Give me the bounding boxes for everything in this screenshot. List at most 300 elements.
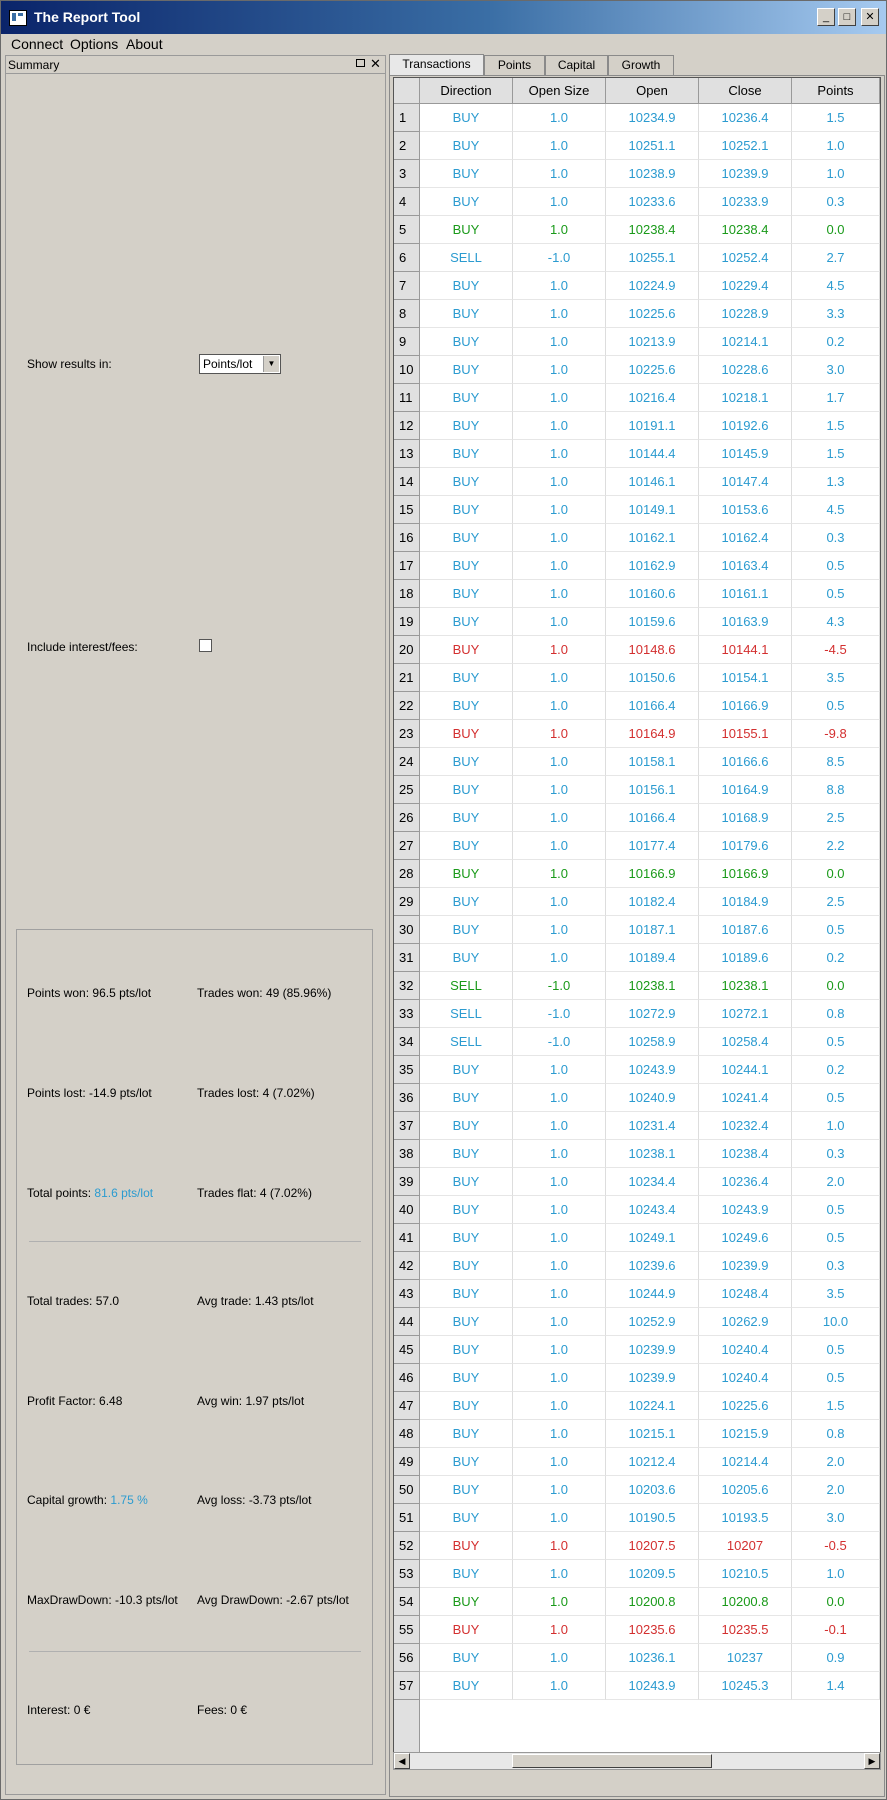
table-cell[interactable]: 0.0: [792, 1588, 880, 1616]
horizontal-scrollbar[interactable]: [393, 1752, 881, 1770]
table-cell[interactable]: 10239.9: [699, 1252, 792, 1280]
table-cell[interactable]: BUY: [420, 692, 513, 720]
table-cell[interactable]: 10158.1: [606, 748, 699, 776]
table-cell[interactable]: 2.5: [792, 804, 880, 832]
table-cell[interactable]: BUY: [420, 1476, 513, 1504]
table-row[interactable]: [394, 944, 880, 972]
table-cell[interactable]: 1.0: [513, 552, 606, 580]
row-number[interactable]: 42: [394, 1252, 420, 1280]
table-cell[interactable]: 1.0: [513, 748, 606, 776]
row-number[interactable]: 36: [394, 1084, 420, 1112]
row-number[interactable]: 17: [394, 552, 420, 580]
row-number[interactable]: 19: [394, 608, 420, 636]
table-cell[interactable]: BUY: [420, 1672, 513, 1700]
table-cell[interactable]: 10235.5: [699, 1616, 792, 1644]
table-cell[interactable]: 10233.6: [606, 188, 699, 216]
table-cell[interactable]: 10154.1: [699, 664, 792, 692]
table-row[interactable]: [394, 1280, 880, 1308]
table-cell[interactable]: 1.5: [792, 1392, 880, 1420]
table-cell[interactable]: BUY: [420, 776, 513, 804]
table-cell[interactable]: 1.0: [513, 888, 606, 916]
table-cell[interactable]: 10231.4: [606, 1112, 699, 1140]
table-row[interactable]: [394, 692, 880, 720]
table-cell[interactable]: 10272.9: [606, 1000, 699, 1028]
table-row[interactable]: [394, 1056, 880, 1084]
table-cell[interactable]: BUY: [420, 272, 513, 300]
table-cell[interactable]: 10262.9: [699, 1308, 792, 1336]
table-cell[interactable]: BUY: [420, 860, 513, 888]
table-cell[interactable]: 10236.4: [699, 1168, 792, 1196]
table-cell[interactable]: 1.0: [513, 1672, 606, 1700]
table-cell[interactable]: BUY: [420, 412, 513, 440]
row-number[interactable]: 54: [394, 1588, 420, 1616]
table-row[interactable]: [394, 1420, 880, 1448]
table-cell[interactable]: 1.0: [513, 132, 606, 160]
table-cell[interactable]: BUY: [420, 328, 513, 356]
table-cell[interactable]: -1.0: [513, 1028, 606, 1056]
table-cell[interactable]: 1.0: [513, 328, 606, 356]
table-cell[interactable]: 10214.4: [699, 1448, 792, 1476]
table-cell[interactable]: 1.3: [792, 468, 880, 496]
row-number[interactable]: 6: [394, 244, 420, 272]
table-cell[interactable]: 10243.9: [606, 1672, 699, 1700]
table-row[interactable]: [394, 1672, 880, 1700]
row-number[interactable]: 55: [394, 1616, 420, 1644]
table-cell[interactable]: 10160.6: [606, 580, 699, 608]
table-cell[interactable]: 1.0: [513, 1224, 606, 1252]
table-row[interactable]: [394, 104, 880, 132]
table-row[interactable]: [394, 888, 880, 916]
float-dock-icon[interactable]: [356, 59, 365, 67]
table-cell[interactable]: 10192.6: [699, 412, 792, 440]
table-cell[interactable]: BUY: [420, 552, 513, 580]
table-cell[interactable]: 4.5: [792, 496, 880, 524]
table-cell[interactable]: 1.0: [513, 1644, 606, 1672]
tab-growth[interactable]: Growth: [608, 55, 674, 75]
table-row[interactable]: [394, 440, 880, 468]
table-cell[interactable]: 10193.5: [699, 1504, 792, 1532]
row-number[interactable]: 20: [394, 636, 420, 664]
include-fees-checkbox[interactable]: [199, 639, 212, 652]
table-row[interactable]: [394, 132, 880, 160]
table-cell[interactable]: 10239.9: [606, 1364, 699, 1392]
table-cell[interactable]: 1.0: [513, 496, 606, 524]
table-cell[interactable]: BUY: [420, 1308, 513, 1336]
table-row[interactable]: [394, 244, 880, 272]
row-number[interactable]: 51: [394, 1504, 420, 1532]
table-row[interactable]: [394, 1616, 880, 1644]
table-cell[interactable]: 10200.8: [699, 1588, 792, 1616]
table-cell[interactable]: 10240.9: [606, 1084, 699, 1112]
table-cell[interactable]: 2.0: [792, 1476, 880, 1504]
table-cell[interactable]: 1.0: [792, 1112, 880, 1140]
table-cell[interactable]: -4.5: [792, 636, 880, 664]
table-row[interactable]: [394, 1588, 880, 1616]
table-cell[interactable]: 10225.6: [606, 300, 699, 328]
row-number[interactable]: 29: [394, 888, 420, 916]
column-header-direction[interactable]: Direction: [420, 78, 513, 104]
table-row[interactable]: [394, 1532, 880, 1560]
table-cell[interactable]: 10224.1: [606, 1392, 699, 1420]
row-number[interactable]: 40: [394, 1196, 420, 1224]
table-cell[interactable]: 10144.1: [699, 636, 792, 664]
table-cell[interactable]: 10252.1: [699, 132, 792, 160]
table-cell[interactable]: 10163.9: [699, 608, 792, 636]
table-cell[interactable]: 10243.9: [606, 1056, 699, 1084]
close-dock-icon[interactable]: ✕: [370, 56, 381, 71]
table-cell[interactable]: 1.0: [513, 384, 606, 412]
table-cell[interactable]: 0.0: [792, 972, 880, 1000]
table-row[interactable]: [394, 1084, 880, 1112]
row-number[interactable]: 5: [394, 216, 420, 244]
row-number[interactable]: 46: [394, 1364, 420, 1392]
table-cell[interactable]: 2.5: [792, 888, 880, 916]
table-cell[interactable]: 10189.6: [699, 944, 792, 972]
table-cell[interactable]: 1.0: [513, 1476, 606, 1504]
table-cell[interactable]: 10166.6: [699, 748, 792, 776]
table-cell[interactable]: 1.0: [513, 440, 606, 468]
table-row[interactable]: [394, 1224, 880, 1252]
table-cell[interactable]: 10159.6: [606, 608, 699, 636]
table-cell[interactable]: 10164.9: [699, 776, 792, 804]
row-number[interactable]: 18: [394, 580, 420, 608]
table-cell[interactable]: 0.2: [792, 328, 880, 356]
table-cell[interactable]: BUY: [420, 1336, 513, 1364]
table-cell[interactable]: 10166.9: [699, 692, 792, 720]
table-row[interactable]: [394, 356, 880, 384]
table-cell[interactable]: 1.0: [513, 1616, 606, 1644]
table-cell[interactable]: BUY: [420, 1364, 513, 1392]
table-row[interactable]: [394, 524, 880, 552]
table-cell[interactable]: BUY: [420, 1056, 513, 1084]
table-cell[interactable]: 1.5: [792, 440, 880, 468]
table-cell[interactable]: 10236.4: [699, 104, 792, 132]
table-cell[interactable]: 1.7: [792, 384, 880, 412]
table-cell[interactable]: 10243.4: [606, 1196, 699, 1224]
table-cell[interactable]: 1.0: [513, 356, 606, 384]
table-cell[interactable]: 10156.1: [606, 776, 699, 804]
table-row[interactable]: [394, 1140, 880, 1168]
table-cell[interactable]: 10.0: [792, 1308, 880, 1336]
table-cell[interactable]: BUY: [420, 1616, 513, 1644]
minimize-button[interactable]: _: [817, 8, 835, 26]
table-cell[interactable]: 8.5: [792, 748, 880, 776]
table-cell[interactable]: 3.3: [792, 300, 880, 328]
table-cell[interactable]: 10164.9: [606, 720, 699, 748]
table-cell[interactable]: 2.0: [792, 1168, 880, 1196]
row-number[interactable]: 26: [394, 804, 420, 832]
table-cell[interactable]: 10229.4: [699, 272, 792, 300]
table-cell[interactable]: -0.1: [792, 1616, 880, 1644]
table-cell[interactable]: BUY: [420, 216, 513, 244]
table-cell[interactable]: 10218.1: [699, 384, 792, 412]
table-cell[interactable]: 2.0: [792, 1448, 880, 1476]
table-cell[interactable]: 10239.6: [606, 1252, 699, 1280]
table-row[interactable]: [394, 468, 880, 496]
table-cell[interactable]: 10244.1: [699, 1056, 792, 1084]
table-row[interactable]: [394, 216, 880, 244]
title-bar[interactable]: [1, 1, 886, 34]
table-row[interactable]: [394, 496, 880, 524]
table-cell[interactable]: 10251.1: [606, 132, 699, 160]
tab-points[interactable]: Points: [484, 55, 545, 75]
table-row[interactable]: [394, 776, 880, 804]
table-cell[interactable]: 10228.9: [699, 300, 792, 328]
table-cell[interactable]: BUY: [420, 1560, 513, 1588]
row-number[interactable]: 22: [394, 692, 420, 720]
table-cell[interactable]: 1.0: [513, 776, 606, 804]
table-cell[interactable]: BUY: [420, 356, 513, 384]
table-row[interactable]: [394, 1196, 880, 1224]
table-cell[interactable]: BUY: [420, 132, 513, 160]
column-header-points[interactable]: Points: [792, 78, 880, 104]
table-row[interactable]: [394, 1000, 880, 1028]
table-cell[interactable]: 10215.9: [699, 1420, 792, 1448]
table-cell[interactable]: 0.5: [792, 692, 880, 720]
table-cell[interactable]: 1.0: [513, 1504, 606, 1532]
table-cell[interactable]: BUY: [420, 916, 513, 944]
table-cell[interactable]: 10215.1: [606, 1420, 699, 1448]
table-cell[interactable]: 10149.1: [606, 496, 699, 524]
table-cell[interactable]: 0.5: [792, 1028, 880, 1056]
table-cell[interactable]: 10249.6: [699, 1224, 792, 1252]
table-cell[interactable]: 10179.6: [699, 832, 792, 860]
table-cell[interactable]: 10239.9: [699, 160, 792, 188]
row-number[interactable]: 57: [394, 1672, 420, 1700]
table-cell[interactable]: 10148.6: [606, 636, 699, 664]
tab-capital[interactable]: Capital: [545, 55, 608, 75]
table-cell[interactable]: 1.0: [513, 832, 606, 860]
table-cell[interactable]: BUY: [420, 440, 513, 468]
row-number[interactable]: 25: [394, 776, 420, 804]
row-number[interactable]: 41: [394, 1224, 420, 1252]
table-cell[interactable]: 0.0: [792, 216, 880, 244]
table-row[interactable]: [394, 1252, 880, 1280]
table-cell[interactable]: 10166.9: [699, 860, 792, 888]
table-cell[interactable]: 0.8: [792, 1000, 880, 1028]
chevron-down-icon[interactable]: ▼: [263, 356, 279, 372]
column-header-open[interactable]: Open: [606, 78, 699, 104]
table-cell[interactable]: BUY: [420, 1532, 513, 1560]
table-cell[interactable]: BUY: [420, 664, 513, 692]
row-number[interactable]: 9: [394, 328, 420, 356]
table-cell[interactable]: SELL: [420, 1028, 513, 1056]
row-number[interactable]: 21: [394, 664, 420, 692]
table-cell[interactable]: BUY: [420, 1420, 513, 1448]
table-row[interactable]: [394, 1028, 880, 1056]
table-cell[interactable]: 10252.9: [606, 1308, 699, 1336]
table-cell[interactable]: 0.5: [792, 1364, 880, 1392]
table-cell[interactable]: BUY: [420, 832, 513, 860]
table-cell[interactable]: 10225.6: [606, 356, 699, 384]
table-cell[interactable]: BUY: [420, 748, 513, 776]
table-row[interactable]: [394, 384, 880, 412]
table-cell[interactable]: 10234.4: [606, 1168, 699, 1196]
table-cell[interactable]: 10241.4: [699, 1084, 792, 1112]
table-cell[interactable]: 0.0: [792, 860, 880, 888]
table-row[interactable]: [394, 1448, 880, 1476]
table-cell[interactable]: 1.0: [513, 804, 606, 832]
row-number[interactable]: 50: [394, 1476, 420, 1504]
table-cell[interactable]: BUY: [420, 160, 513, 188]
table-cell[interactable]: BUY: [420, 1112, 513, 1140]
table-cell[interactable]: -0.5: [792, 1532, 880, 1560]
table-cell[interactable]: 10166.4: [606, 804, 699, 832]
table-cell[interactable]: 4.5: [792, 272, 880, 300]
table-cell[interactable]: SELL: [420, 1000, 513, 1028]
table-cell[interactable]: 1.0: [513, 524, 606, 552]
close-button[interactable]: ✕: [861, 8, 879, 26]
table-cell[interactable]: 10238.1: [699, 972, 792, 1000]
row-number[interactable]: 47: [394, 1392, 420, 1420]
table-cell[interactable]: 10237: [699, 1644, 792, 1672]
table-row[interactable]: [394, 1476, 880, 1504]
row-number[interactable]: 38: [394, 1140, 420, 1168]
table-cell[interactable]: 2.7: [792, 244, 880, 272]
table-cell[interactable]: BUY: [420, 300, 513, 328]
table-cell[interactable]: BUY: [420, 384, 513, 412]
table-cell[interactable]: 10240.4: [699, 1336, 792, 1364]
table-cell[interactable]: 10150.6: [606, 664, 699, 692]
table-cell[interactable]: 8.8: [792, 776, 880, 804]
table-cell[interactable]: 1.0: [513, 1532, 606, 1560]
menu-options[interactable]: Options: [70, 36, 119, 52]
table-row[interactable]: [394, 272, 880, 300]
table-cell[interactable]: 10214.1: [699, 328, 792, 356]
table-cell[interactable]: 1.0: [792, 1560, 880, 1588]
table-cell[interactable]: 10272.1: [699, 1000, 792, 1028]
table-cell[interactable]: 1.0: [792, 160, 880, 188]
row-number[interactable]: 11: [394, 384, 420, 412]
table-cell[interactable]: 1.0: [513, 1588, 606, 1616]
table-cell[interactable]: BUY: [420, 468, 513, 496]
table-cell[interactable]: 3.0: [792, 1504, 880, 1532]
scroll-left-button[interactable]: ◀: [394, 1753, 410, 1769]
table-cell[interactable]: 0.5: [792, 1084, 880, 1112]
table-row[interactable]: [394, 972, 880, 1000]
row-number[interactable]: 45: [394, 1336, 420, 1364]
table-cell[interactable]: BUY: [420, 636, 513, 664]
row-number[interactable]: 13: [394, 440, 420, 468]
table-row[interactable]: [394, 160, 880, 188]
table-cell[interactable]: BUY: [420, 1392, 513, 1420]
table-cell[interactable]: 10207: [699, 1532, 792, 1560]
row-number[interactable]: 32: [394, 972, 420, 1000]
table-cell[interactable]: 1.0: [513, 1420, 606, 1448]
table-cell[interactable]: 10233.9: [699, 188, 792, 216]
table-cell[interactable]: BUY: [420, 888, 513, 916]
row-number[interactable]: 23: [394, 720, 420, 748]
table-cell[interactable]: 0.9: [792, 1644, 880, 1672]
table-row[interactable]: [394, 608, 880, 636]
table-cell[interactable]: 1.0: [513, 1168, 606, 1196]
table-cell[interactable]: 1.0: [513, 580, 606, 608]
table-cell[interactable]: 10155.1: [699, 720, 792, 748]
table-cell[interactable]: 1.0: [513, 1196, 606, 1224]
table-row[interactable]: [394, 580, 880, 608]
table-cell[interactable]: 10182.4: [606, 888, 699, 916]
table-cell[interactable]: 10162.4: [699, 524, 792, 552]
table-cell[interactable]: 0.3: [792, 524, 880, 552]
row-number[interactable]: 10: [394, 356, 420, 384]
table-cell[interactable]: 1.0: [513, 692, 606, 720]
table-cell[interactable]: 0.3: [792, 1252, 880, 1280]
row-number[interactable]: 30: [394, 916, 420, 944]
table-cell[interactable]: 1.0: [513, 1056, 606, 1084]
table-cell[interactable]: BUY: [420, 1224, 513, 1252]
row-number[interactable]: 7: [394, 272, 420, 300]
table-cell[interactable]: 1.0: [513, 1364, 606, 1392]
table-row[interactable]: [394, 748, 880, 776]
table-cell[interactable]: 10210.5: [699, 1560, 792, 1588]
table-cell[interactable]: 1.4: [792, 1672, 880, 1700]
row-number[interactable]: 39: [394, 1168, 420, 1196]
table-cell[interactable]: 10224.9: [606, 272, 699, 300]
table-cell[interactable]: 4.3: [792, 608, 880, 636]
row-number[interactable]: 34: [394, 1028, 420, 1056]
row-number[interactable]: 52: [394, 1532, 420, 1560]
row-number[interactable]: 56: [394, 1644, 420, 1672]
row-number[interactable]: 49: [394, 1448, 420, 1476]
table-cell[interactable]: 10213.9: [606, 328, 699, 356]
table-cell[interactable]: 10189.4: [606, 944, 699, 972]
table-cell[interactable]: 1.0: [513, 216, 606, 244]
row-number[interactable]: 33: [394, 1000, 420, 1028]
table-cell[interactable]: 10240.4: [699, 1364, 792, 1392]
table-cell[interactable]: 0.3: [792, 1140, 880, 1168]
table-row[interactable]: [394, 328, 880, 356]
row-number[interactable]: 53: [394, 1560, 420, 1588]
table-row[interactable]: [394, 832, 880, 860]
row-number[interactable]: 12: [394, 412, 420, 440]
table-cell[interactable]: 10203.6: [606, 1476, 699, 1504]
maximize-button[interactable]: □: [838, 8, 856, 26]
row-number[interactable]: 4: [394, 188, 420, 216]
table-row[interactable]: [394, 1560, 880, 1588]
row-number[interactable]: 16: [394, 524, 420, 552]
table-cell[interactable]: 10238.1: [606, 972, 699, 1000]
table-cell[interactable]: BUY: [420, 1588, 513, 1616]
table-cell[interactable]: 10166.9: [606, 860, 699, 888]
table-cell[interactable]: 10187.6: [699, 916, 792, 944]
table-cell[interactable]: 3.5: [792, 664, 880, 692]
table-cell[interactable]: BUY: [420, 1504, 513, 1532]
menu-about[interactable]: About: [126, 36, 163, 52]
table-cell[interactable]: 10258.4: [699, 1028, 792, 1056]
table-cell[interactable]: 1.0: [792, 132, 880, 160]
table-cell[interactable]: BUY: [420, 188, 513, 216]
table-row[interactable]: [394, 412, 880, 440]
table-cell[interactable]: 10184.9: [699, 888, 792, 916]
row-number[interactable]: 1: [394, 104, 420, 132]
table-cell[interactable]: 3.5: [792, 1280, 880, 1308]
table-cell[interactable]: 10161.1: [699, 580, 792, 608]
table-cell[interactable]: 10252.4: [699, 244, 792, 272]
row-number[interactable]: 2: [394, 132, 420, 160]
table-cell[interactable]: BUY: [420, 1644, 513, 1672]
table-cell[interactable]: BUY: [420, 944, 513, 972]
table-row[interactable]: [394, 1644, 880, 1672]
row-number[interactable]: 43: [394, 1280, 420, 1308]
table-cell[interactable]: SELL: [420, 972, 513, 1000]
table-cell[interactable]: 1.0: [513, 1112, 606, 1140]
table-cell[interactable]: 10238.4: [699, 1140, 792, 1168]
row-number[interactable]: 3: [394, 160, 420, 188]
scrollbar-thumb[interactable]: [512, 1754, 712, 1768]
table-cell[interactable]: 1.5: [792, 104, 880, 132]
table-cell[interactable]: 10191.1: [606, 412, 699, 440]
table-cell[interactable]: 1.0: [513, 188, 606, 216]
